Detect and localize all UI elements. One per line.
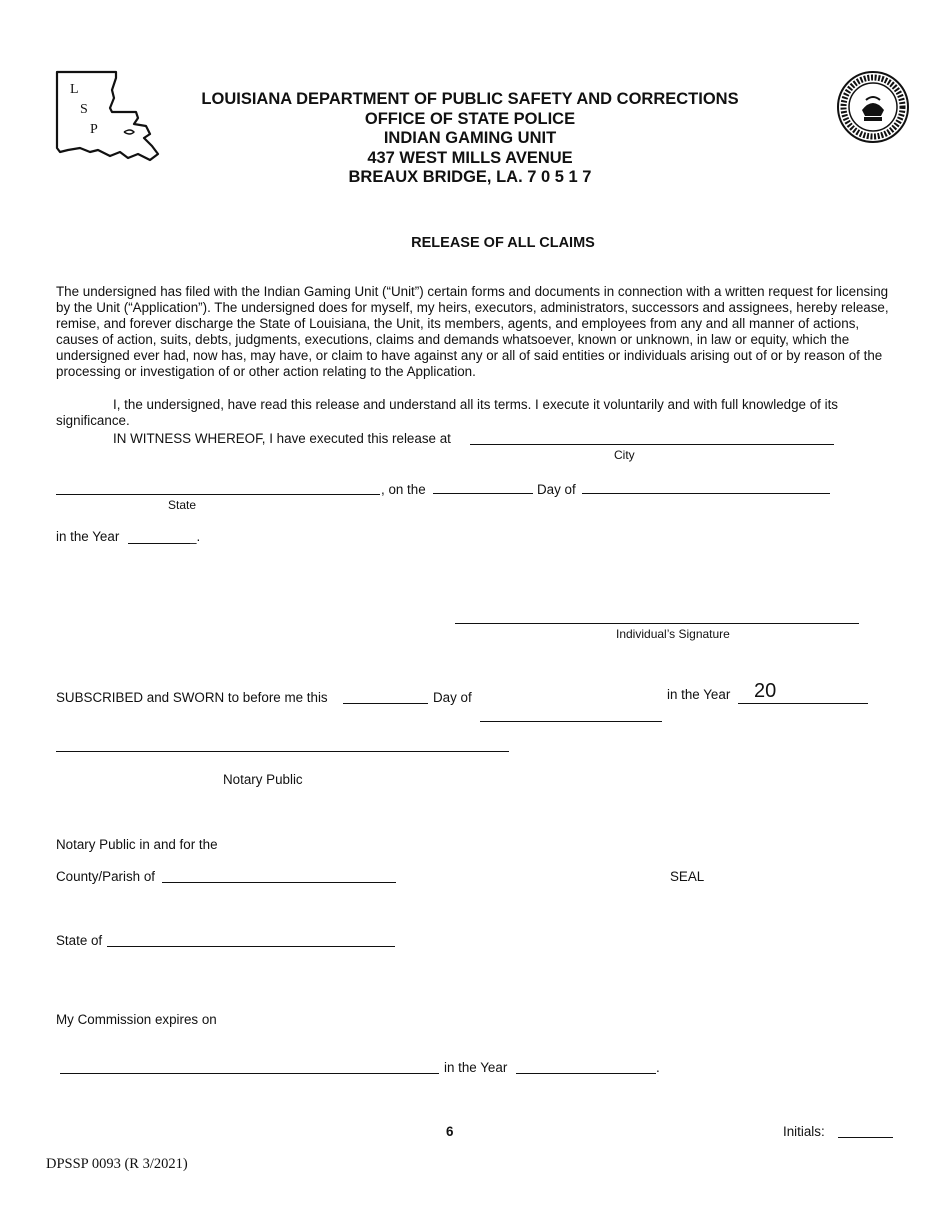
header-line-1: LOUISIANA DEPARTMENT OF PUBLIC SAFETY AND CORRECTIONS	[201, 90, 739, 108]
commission-text: My Commission expires on	[56, 1012, 217, 1027]
notary-in-and-for-text: Notary Public in and for the	[56, 837, 218, 852]
page-number: 6	[446, 1124, 454, 1139]
day-of-text: Day of	[537, 482, 576, 497]
month-field[interactable]	[582, 493, 830, 494]
header-line-2: OFFICE OF STATE POLICE	[364, 109, 576, 128]
subscribed-text: SUBSCRIBED and SWORN to before me this	[56, 690, 328, 705]
commission-year-text: in the Year	[444, 1060, 508, 1075]
subscribed-day-field[interactable]	[343, 703, 428, 704]
commission-period: .	[656, 1060, 660, 1075]
commission-date-field[interactable]	[60, 1073, 439, 1074]
initials-label: Initials:	[783, 1124, 825, 1139]
louisiana-seal-icon	[836, 70, 910, 144]
state-label: State	[168, 498, 197, 512]
header-line-5: BREAUX BRIDGE, LA. 7 0 5 1 7	[348, 168, 592, 187]
acknowledgement-paragraph: I, the undersigned, have read this release and understand all its terms. I execute it voluntarily and with full knowledge of its significance.	[56, 397, 838, 428]
state-seal	[836, 70, 910, 144]
signature-label: Individual’s Signature	[616, 627, 730, 641]
logo-letter-l: L	[70, 82, 79, 97]
commission-year-field[interactable]	[516, 1073, 656, 1074]
county-parish-field[interactable]	[162, 882, 396, 883]
witness-text: IN WITNESS WHEREOF, I have executed this release at	[113, 431, 451, 446]
notary-public-label: Notary Public	[223, 772, 303, 787]
header-line-3: INDIAN GAMING UNIT	[383, 129, 557, 148]
subscribed-month-field[interactable]	[480, 721, 662, 722]
form-id: DPSSP 0093 (R 3/2021)	[46, 1156, 188, 1172]
logo-letter-p: P	[90, 122, 98, 137]
state-field[interactable]	[56, 494, 380, 495]
subscribed-year-prefix: 20	[754, 680, 777, 702]
lsp-logo	[54, 68, 162, 164]
signature-field[interactable]	[455, 623, 859, 624]
city-label: City	[614, 448, 635, 462]
subscribed-year-text: in the Year	[667, 687, 731, 702]
state-of-label: State of	[56, 933, 103, 948]
year-field[interactable]	[128, 543, 190, 544]
in-the-year-text: in the Year	[56, 529, 120, 544]
state-of-field[interactable]	[107, 946, 395, 947]
county-parish-label: County/Parish of	[56, 869, 155, 884]
document-title: RELEASE OF ALL CLAIMS	[411, 235, 595, 251]
city-field[interactable]	[470, 444, 834, 445]
on-the-text: , on the	[381, 482, 426, 497]
header-line-4: 437 WEST MILLS AVENUE	[367, 148, 573, 167]
day-field[interactable]	[433, 493, 533, 494]
notary-signature-field[interactable]	[56, 751, 509, 752]
logo-letter-s: S	[80, 102, 88, 117]
initials-field[interactable]	[838, 1137, 893, 1138]
subscribed-day-of-text: Day of	[433, 690, 472, 705]
year-end-text: _.	[189, 529, 201, 544]
subscribed-year-field[interactable]	[738, 703, 868, 704]
seal-label: SEAL	[670, 869, 705, 884]
agency-header	[170, 90, 770, 188]
release-paragraph: The undersigned has filed with the Indian Gaming Unit (“Unit”) certain forms and documents in connection with a written request for licensing by the Unit (“Application”). The undersigned does for myself, my heirs, executors, administrators, successors and assignees, hereby release, remise, and forever discharge the State of Louisiana, the Unit, its members, agents, and employees from any and all manner of actions, causes of action, suits, debts, judgments, executions, claims and demands whatsoever, known or unknown, in law or equity, which the undersigned ever had, now has, may have, or claim to have against any or all of said entities or individuals arising out of or by reason of the processing or investigation of or other action relating to the Application.	[56, 284, 889, 379]
